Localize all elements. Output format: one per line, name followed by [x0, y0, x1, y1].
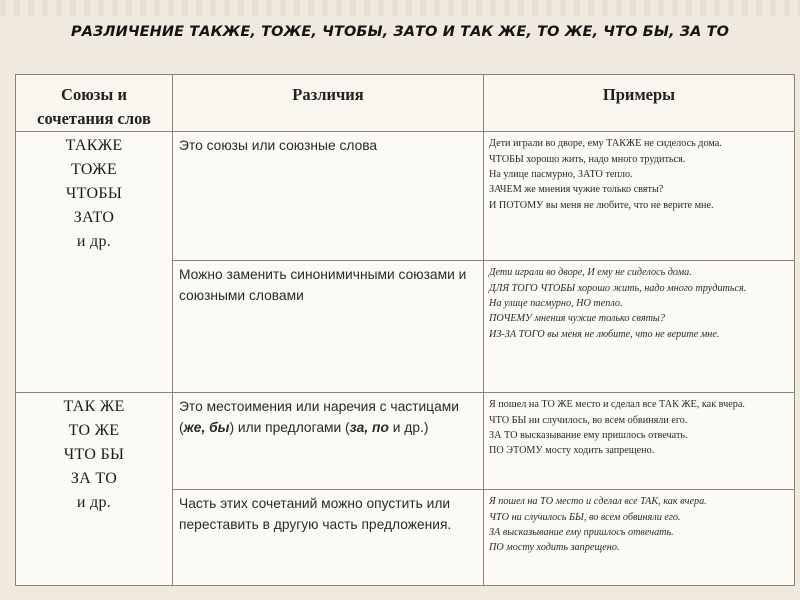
example-line: ЗА ТО высказывание ему пришлось отвечать.: [489, 430, 688, 442]
example-line: ЗАЧЕМ же мнения чужие только святы?: [489, 184, 664, 196]
example-line: И ПОТОМУ вы меня не любите, что не верите мне.: [489, 199, 714, 211]
group1-word: ЧТОБЫ: [65, 185, 123, 203]
difference-text-part: Это местоимения или наречия с частицами (: [179, 399, 459, 436]
group2-word: ЧТО БЫ: [63, 446, 125, 464]
difference-cell: [173, 393, 484, 490]
group2-word: ТО ЖЕ: [68, 422, 120, 440]
example-line: ЧТОБЫ хорошо жить, надо много трудиться.: [489, 153, 686, 165]
group2-word: и др.: [76, 494, 112, 512]
example-line: ДЛЯ ТОГО ЧТОБЫ хорошо жить, надо много трудиться.: [489, 282, 747, 294]
example-line: На улице пасмурно, НО тепло.: [489, 298, 623, 310]
header-conjunctions: [16, 75, 173, 132]
example-line: ЧТО ни случилось БЫ, во всем обвиняли его.: [489, 511, 681, 523]
decorative-top-strip: [0, 0, 800, 16]
difference-cell: [173, 490, 484, 586]
difference-text: [179, 396, 477, 438]
difference-text: Часть этих сочетаний можно опустить или переставить в другую часть предложения.: [179, 496, 452, 533]
slide-title: РАЗЛИЧЕНИЕ ТАКЖЕ, ТОЖЕ, ЧТОБЫ, ЗАТО И ТАК ЖЕ, ТО ЖЕ, ЧТО БЫ, ЗА ТО: [70, 24, 730, 40]
comparison-table-container: [15, 74, 794, 586]
difference-bold-prepositions: за, по: [349, 420, 389, 436]
example-line: На улице пасмурно, ЗАТО тепло.: [489, 169, 633, 181]
examples-cell: [484, 490, 795, 586]
group2-word: ТАК ЖЕ: [63, 398, 125, 416]
table-row: [16, 132, 795, 261]
group2-word: ЗА ТО: [70, 470, 118, 488]
example-line: ИЗ-ЗА ТОГО вы меня не любите, что не верите мне.: [489, 328, 720, 340]
group1-word: ТАКЖЕ: [65, 137, 123, 155]
header-differences: Различия: [173, 75, 484, 132]
example-line: Я пошел на ТО место и сделал все ТАК, как вчера.: [489, 496, 707, 508]
difference-bold-particles: же, бы: [183, 420, 230, 436]
difference-text-part: ) или предлогами (: [229, 420, 350, 436]
example-line: Дети играли во дворе, И ему не сиделось дома.: [489, 267, 692, 279]
example-line: ЧТО БЫ ни случилось, во всем обвиняли его.: [489, 414, 688, 426]
difference-cell: [173, 132, 484, 261]
group1-word: ТОЖЕ: [70, 161, 118, 179]
header-examples: Примеры: [484, 75, 795, 132]
group1-word: ЗАТО: [73, 209, 115, 227]
table-row: [16, 393, 795, 490]
examples-cell: [484, 132, 795, 261]
comparison-table: [15, 74, 795, 586]
example-line: Дети играли во дворе, ему ТАКЖЕ не сиделось дома.: [489, 138, 722, 150]
group1-word: и др.: [76, 233, 112, 251]
group1-words-cell: [16, 132, 173, 393]
difference-text: Можно заменить синонимичными союзами и союзными словами: [179, 267, 467, 304]
difference-cell: [173, 261, 484, 393]
difference-text: Это союзы или союзные слова: [179, 138, 378, 154]
difference-text-part: и др.): [388, 420, 429, 436]
table-header-row: [16, 75, 795, 132]
example-line: ЗА высказывание ему пришлось отвечать.: [489, 526, 674, 538]
header-conjunctions-line2: сочетания слов: [37, 109, 151, 128]
group2-words-cell: [16, 393, 173, 586]
examples-cell: [484, 393, 795, 490]
header-conjunctions-line1: Союзы и: [61, 85, 127, 104]
examples-cell: [484, 261, 795, 393]
example-line: ПО мосту ходить запрещено.: [489, 542, 620, 554]
example-line: ПОЧЕМУ мнения чужие только святы?: [489, 313, 665, 325]
example-line: Я пошел на ТО ЖЕ место и сделал все ТАК ЖЕ, как вчера.: [489, 399, 745, 411]
example-line: ПО ЭТОМУ мосту ходить запрещено.: [489, 445, 655, 457]
